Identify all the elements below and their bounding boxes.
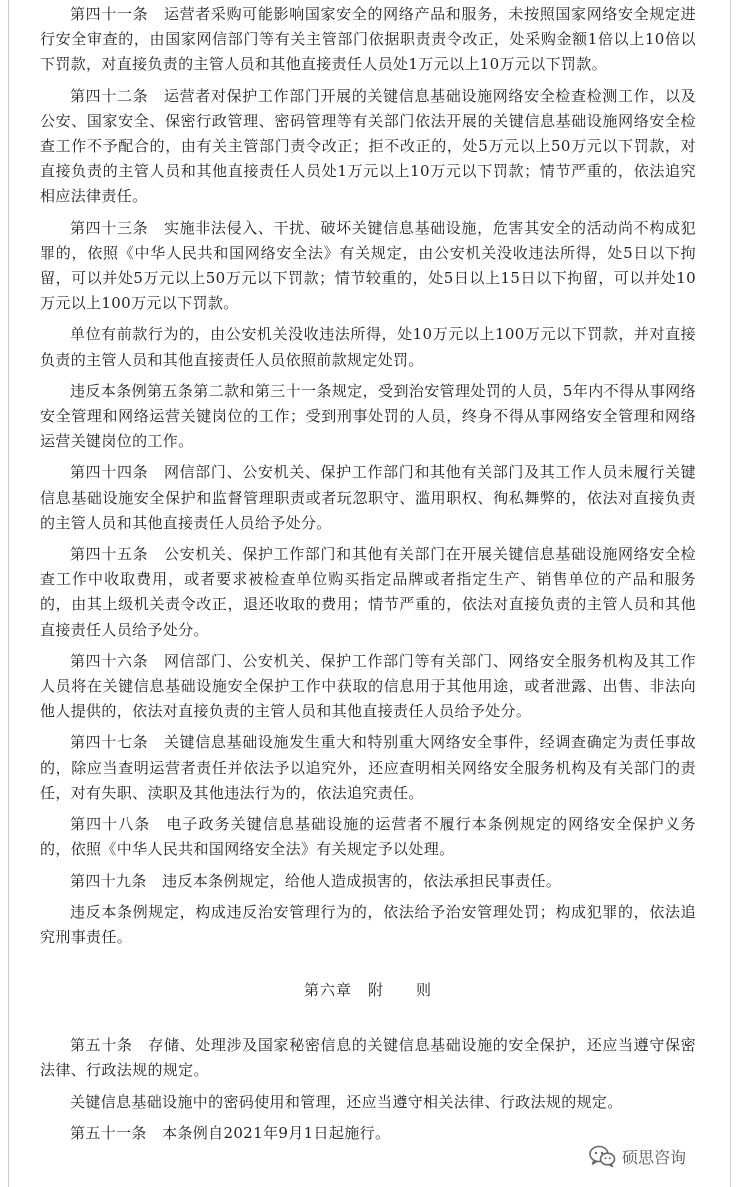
page-border-right <box>730 0 731 1187</box>
article-44: 第四十四条 网信部门、公安机关、保护工作部门和其他有关部门及其工作人员未履行关键信息基础设施安全保护和监督管理职责或者玩忽职守、滥用职权、徇私舞弊的，依法对直接负责的主管人员和其他直接责任人员给予处分。 <box>40 463 696 532</box>
watermark-text: 硕思咨询 <box>622 1147 687 1167</box>
article-45: 第四十五条 公安机关、保护工作部门和其他有关部门在开展关键信息基础设施网络安全检查工作中收取费用，或者要求被检查单位购买指定品牌或者指定生产、销售单位的产品和服务的，由其上级机关责令改正，退还收取的费用；情节严重的，依法对直接负责的主管人员和其他直接责任人员给予处分。 <box>40 545 696 639</box>
article-49: 第四十九条 违反本条例规定，给他人造成损害的，依法承担民事责任。 <box>70 871 562 890</box>
article-51: 第五十一条 本条例自2021年9月1日起施行。 <box>70 1123 391 1142</box>
article-42: 第四十二条 运营者对保护工作部门开展的关键信息基础设施网络安全检查检测工作，以及公安、国家安全、保密行政管理、密码管理等有关部门依法开展的关键信息基础设施网络安全检查工作不予配合的，由有关主管部门责令改正；拒不改正的，处5万元以上50万元以下罚款，对直接负责的主管人员和其他直接责任人员处1万元以上10万元以下罚款；情节严重的，依法追究相应法律责任。 <box>40 86 696 206</box>
document-body <box>40 2 696 1152</box>
article-47: 第四十七条 关键信息基础设施发生重大和特别重大网络安全事件，经调查确定为责任事故的，除应当查明运营者责任并依法予以追究外，还应查明相关网络安全服务机构及有关部门的责任，对有失职、渎职及其他违法行为的，依法追究责任。 <box>40 733 696 802</box>
article-43: 第四十三条 实施非法侵入、干扰、破坏关键信息基础设施，危害其安全的活动尚不构成犯罪的，依照《中华人民共和国网络安全法》有关规定，由公安机关没收违法所得，处5日以下拘留，可以并处5万元以上50万元以下罚款；情节较重的，处5日以上15日以下拘留，可以并处10万元以上100万元以下罚款。 <box>40 218 696 313</box>
article-48: 第四十八条 电子政务关键信息基础设施的运营者不履行本条例规定的网络安全保护义务的，依照《中华人民共和国网络安全法》有关规定予以处理。 <box>40 815 696 859</box>
chapter-title: 第六章 附 则 <box>303 981 432 1000</box>
page-border-left <box>8 0 9 1187</box>
article-43-clause-3: 违反本条例第五条第二款和第三十一条规定，受到治安管理处罚的人员，5年内不得从事网络安全管理和网络运营关键岗位的工作；受到刑事处罚的人员，终身不得从事网络安全管理和网络运营关键岗位的工作。 <box>40 381 696 451</box>
article-41: 第四十一条 运营者采购可能影响国家安全的网络产品和服务，未按照国家网络安全规定进行安全审查的，由国家网信部门等有关主管部门依据职责责令改正，处采购金额1倍以上10倍以下罚款，对直接负责的主管人员和其他直接责任人员处1万元以上10万元以下罚款。 <box>40 5 696 74</box>
watermark <box>588 1141 686 1171</box>
article-46: 第四十六条 网信部门、公安机关、保护工作部门等有关部门、网络安全服务机构及其工作人员将在关键信息基础设施安全保护工作中获取的信息用于其他用途，或者泄露、出售、非法向他人提供的，依法对直接负责的主管人员和其他直接责任人员给予处分。 <box>40 651 696 721</box>
wechat-icon <box>588 1144 616 1168</box>
article-49-clause-2: 违反本条例规定，构成违反治安管理行为的，依法给予治安管理处罚；构成犯罪的，依法追究刑事责任。 <box>40 902 696 946</box>
article-50-clause-2: 关键信息基础设施中的密码使用和管理，还应当遵守相关法律、行政法规的规定。 <box>70 1092 623 1111</box>
article-50: 第五十条 存储、处理涉及国家秘密信息的关键信息基础设施的安全保护，还应当遵守保密法律、行政法规的规定。 <box>40 1036 696 1080</box>
article-43-clause-2: 单位有前款行为的，由公安机关没收违法所得，处10万元以上100万元以下罚款，并对直接负责的主管人员和其他直接责任人员依照前款规定处罚。 <box>40 325 696 369</box>
